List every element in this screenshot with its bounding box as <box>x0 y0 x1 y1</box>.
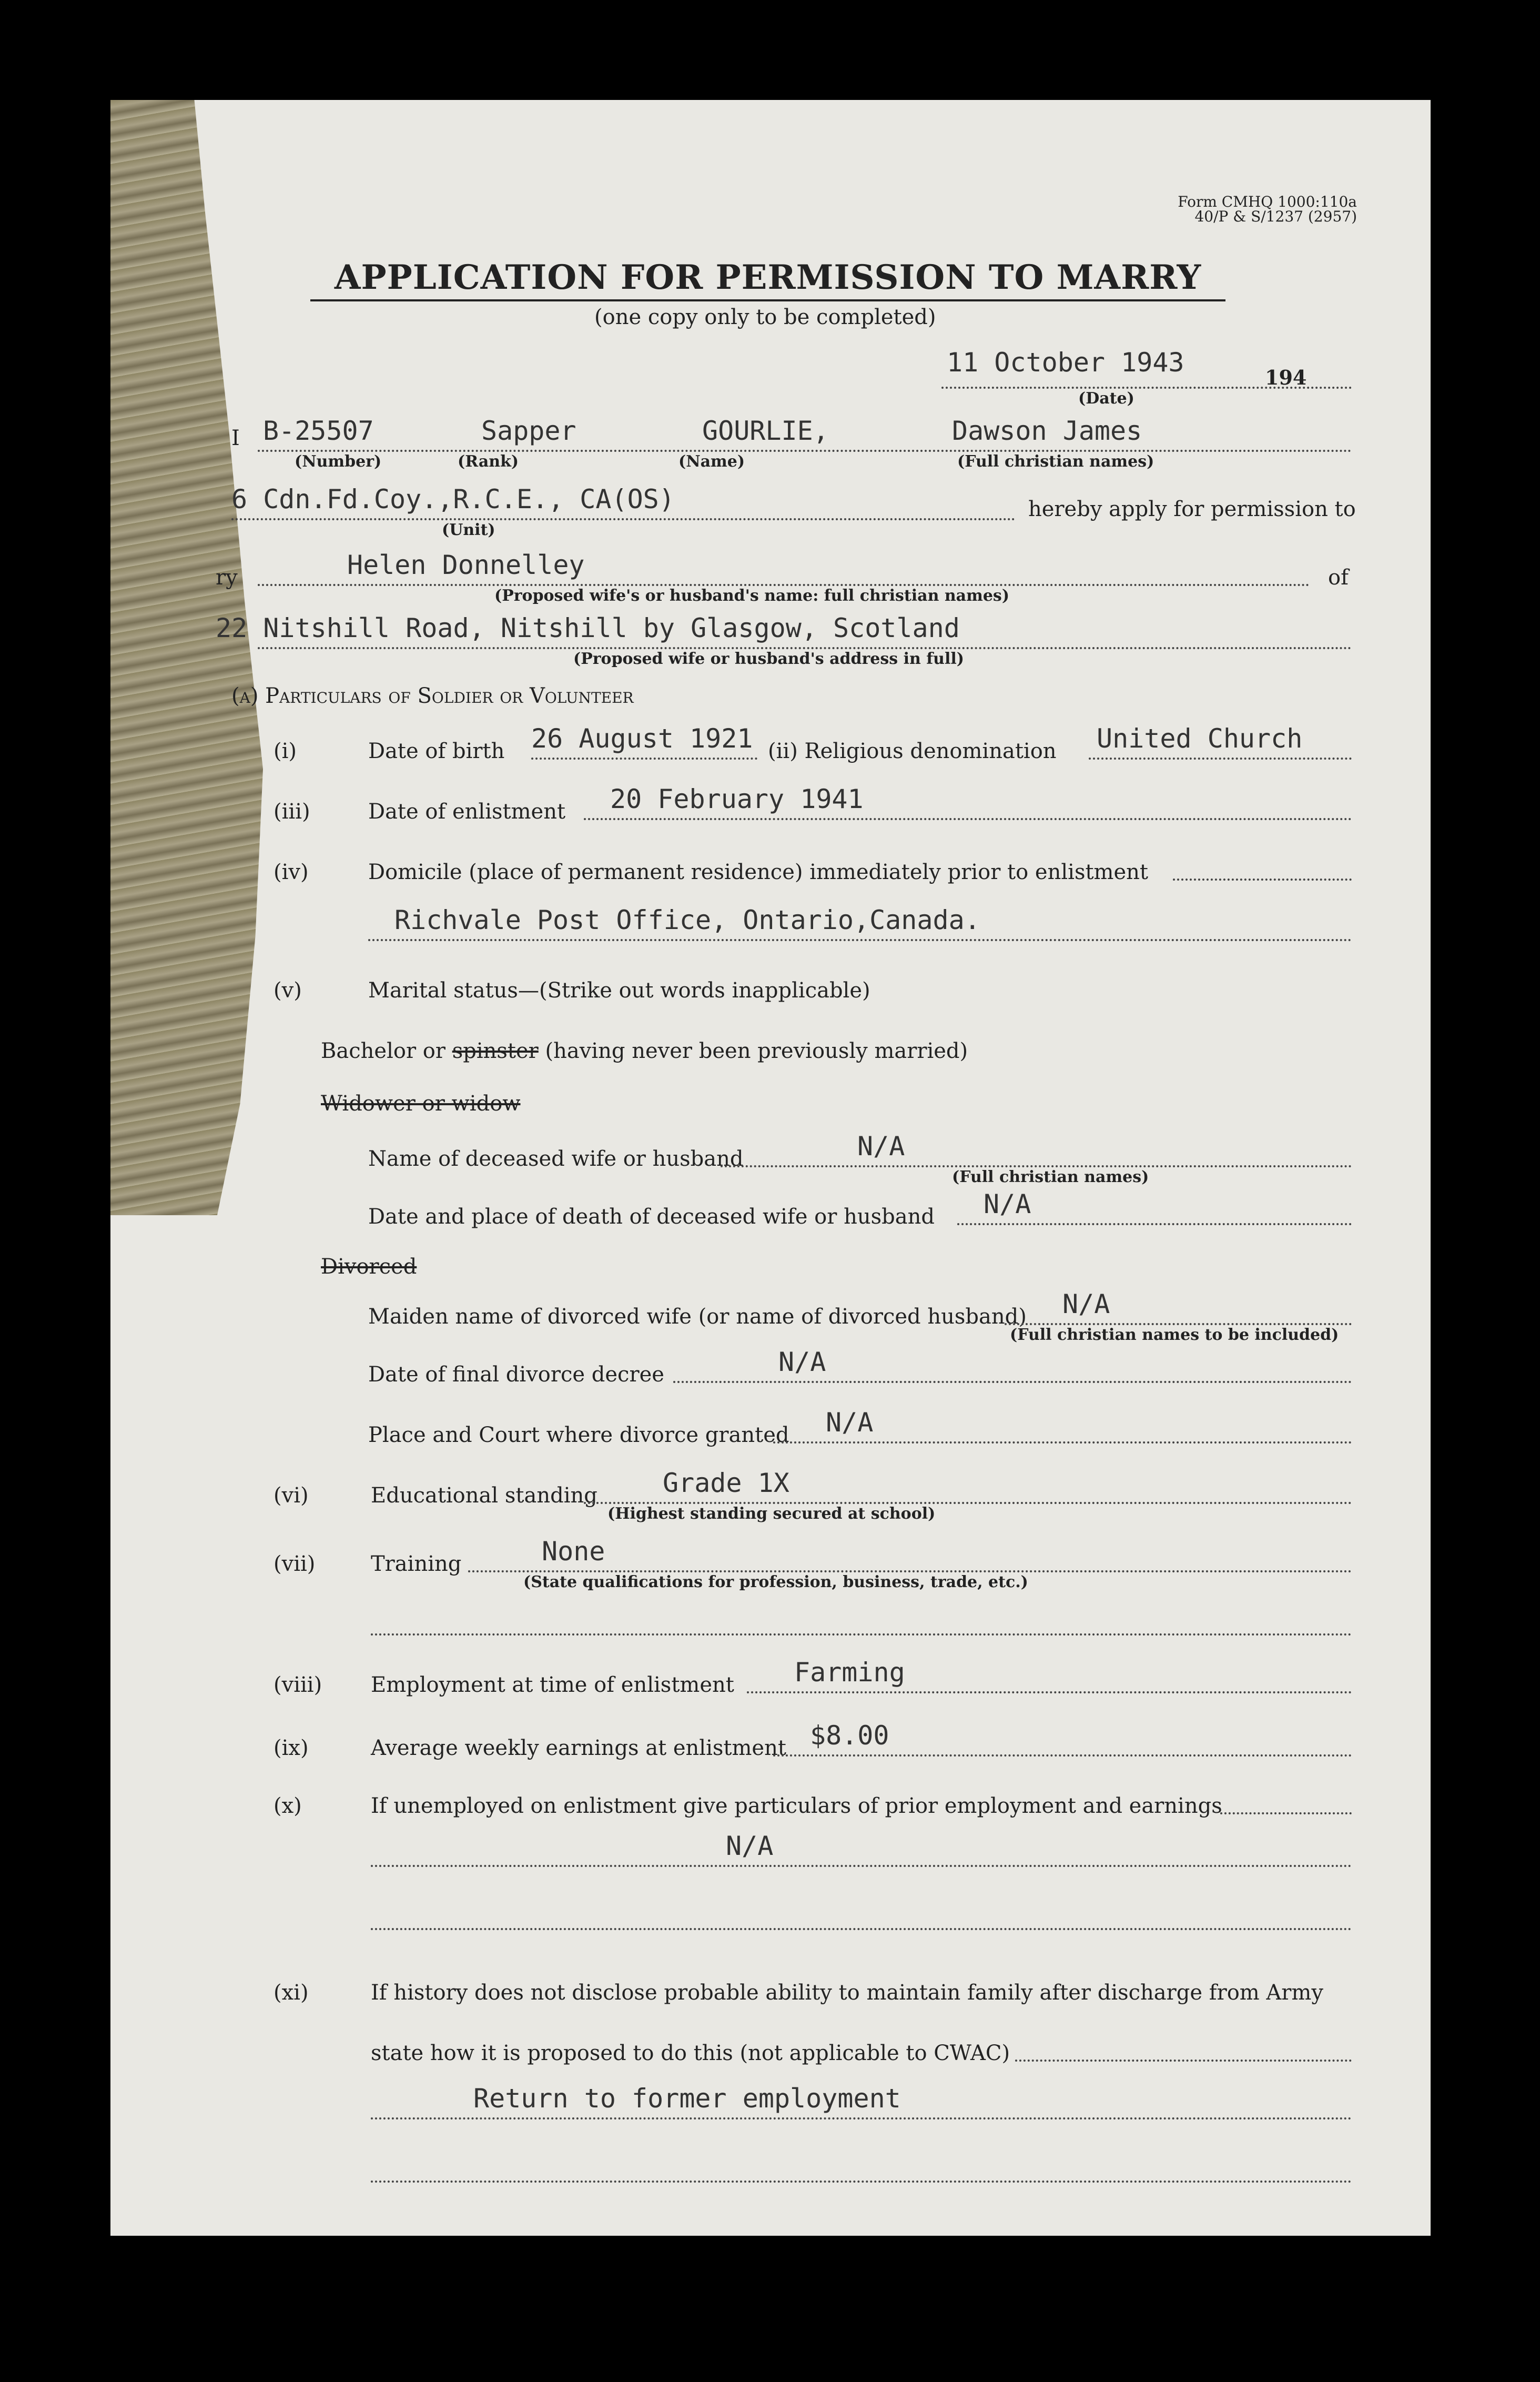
employment-line <box>747 1691 1352 1693</box>
deceased-name-value: N/A <box>857 1131 905 1162</box>
soldier-number: B-25507 <box>263 416 374 446</box>
marry-fragment: ry <box>216 566 238 590</box>
date-year: 194 <box>1265 366 1307 389</box>
court-line <box>773 1441 1352 1444</box>
deceased-name-line <box>721 1165 1352 1167</box>
unemployed-line-2 <box>371 1865 1352 1867</box>
name-label: (Name) <box>678 452 745 471</box>
maiden-name-line <box>1005 1323 1352 1325</box>
item-iii-number: (iii) <box>273 800 310 824</box>
item-v-number: (v) <box>273 978 302 1003</box>
bachelor-text: Bachelor or <box>321 1039 445 1063</box>
education-sublabel: (Highest standing secured at school) <box>607 1505 936 1523</box>
unemployed-label: If unemployed on enlistment give particulars of prior employment and earnings <box>371 1794 1222 1818</box>
religion-label: (ii) Religious denomination <box>768 739 1057 763</box>
deceased-date-line <box>957 1223 1352 1225</box>
enlistment-value: 20 February 1941 <box>610 784 864 814</box>
decree-value: N/A <box>778 1347 826 1377</box>
training-value: None <box>542 1536 605 1567</box>
section-a-heading: (a) Particulars of Soldier or Volunteer <box>231 684 634 708</box>
education-line <box>584 1502 1352 1504</box>
birth-value: 26 August 1921 <box>531 723 753 754</box>
education-value: Grade 1X <box>663 1468 789 1498</box>
torn-edge <box>110 100 263 1215</box>
training-line <box>468 1570 1352 1572</box>
deceased-name-sublabel: (Full christian names) <box>952 1168 1149 1186</box>
birth-label: Date of birth <box>368 739 505 763</box>
deceased-date-value: N/A <box>984 1189 1031 1219</box>
number-label: (Number) <box>295 452 382 471</box>
enlistment-line <box>584 818 1352 820</box>
court-label: Place and Court where divorce granted <box>368 1423 789 1447</box>
earnings-label: Average weekly earnings at enlistment <box>371 1736 786 1760</box>
spouse-name-line <box>258 584 1310 586</box>
court-value: N/A <box>826 1407 874 1438</box>
christian-label: (Full christian names) <box>957 452 1154 471</box>
birth-line <box>531 758 757 760</box>
maiden-name-value: N/A <box>1062 1289 1110 1319</box>
maiden-name-sublabel: (Full christian names to be included) <box>1010 1326 1339 1344</box>
item-viii-number: (viii) <box>273 1673 322 1697</box>
form-page <box>110 100 1431 2236</box>
enlistment-label: Date of enlistment <box>368 800 566 824</box>
religion-value: United Church <box>1097 723 1303 754</box>
item-vi-number: (vi) <box>273 1483 309 1508</box>
employment-label: Employment at time of enlistment <box>371 1673 734 1697</box>
decree-label: Date of final divorce decree <box>368 1362 664 1387</box>
item-x-number: (x) <box>273 1794 302 1818</box>
form-title: APPLICATION FOR PERMISSION TO MARRY <box>310 258 1225 301</box>
soldier-christian: Dawson James <box>952 416 1142 446</box>
apply-text: hereby apply for permission to <box>1028 497 1356 521</box>
item-i-number: (i) <box>273 739 297 763</box>
decree-line <box>673 1381 1352 1383</box>
maintain-line-3 <box>371 2181 1352 2183</box>
employment-value: Farming <box>794 1657 905 1688</box>
spouse-address-label: (Proposed wife or husband's address in full) <box>573 650 964 668</box>
maintain-line-1 <box>1015 2060 1352 2062</box>
unemployed-value: N/A <box>726 1831 774 1861</box>
unemployed-line-1 <box>1220 1812 1352 1814</box>
maintain-line-2 <box>371 2117 1352 2119</box>
domicile-value: Richvale Post Office, Ontario,Canada. <box>394 905 980 935</box>
soldier-name: GOURLIE, <box>702 416 829 446</box>
domicile-label: Domicile (place of permanent residence) immediately prior to enlistment <box>368 860 1148 884</box>
earnings-line <box>773 1754 1352 1757</box>
item-iv-number: (iv) <box>273 860 309 884</box>
unit-line <box>231 518 1015 520</box>
maintain-label-2: state how it is proposed to do this (not applicable to CWAC) <box>371 2041 1010 2065</box>
domicile-line-2 <box>368 939 1352 941</box>
training-sublabel: (State qualifications for profession, business, trade, etc.) <box>523 1573 1028 1591</box>
bachelor-tail: (having never been previously married) <box>545 1039 968 1063</box>
form-subtitle: (one copy only to be completed) <box>594 305 936 329</box>
marital-status-label: Marital status—(Strike out words inapplicable) <box>368 978 870 1003</box>
earnings-value: $8.00 <box>810 1720 889 1751</box>
unemployed-line-3 <box>371 1928 1352 1930</box>
unit-value: 6 Cdn.Fd.Coy.,R.C.E., CA(OS) <box>231 484 675 514</box>
deceased-date-label: Date and place of death of deceased wife or husband <box>368 1205 935 1229</box>
of-text: of <box>1328 566 1349 590</box>
form-number-line1: Form CMHQ 1000:110a <box>1178 193 1357 210</box>
religion-line <box>1089 758 1352 760</box>
spouse-name-label: (Proposed wife's or husband's name: full christian names) <box>494 587 1010 605</box>
date-value: 11 October 1943 <box>947 347 1184 378</box>
form-number <box>1147 195 1357 224</box>
spouse-address-line <box>258 647 1352 649</box>
marital-bachelor <box>321 1039 968 1063</box>
spouse-address: 22 Nitshill Road, Nitshill by Glasgow, Scotland <box>216 613 960 643</box>
education-label: Educational standing <box>371 1483 597 1508</box>
soldier-rank: Sapper <box>481 416 576 446</box>
maintain-value: Return to former employment <box>473 2083 901 2114</box>
domicile-line-1 <box>1173 879 1352 881</box>
soldier-prefix: I <box>231 426 240 450</box>
item-xi-number: (xi) <box>273 1981 309 2005</box>
widower-struck: Widower or widow <box>321 1092 521 1116</box>
training-label: Training <box>371 1552 462 1576</box>
item-vii-number: (vii) <box>273 1552 316 1576</box>
rank-label: (Rank) <box>458 452 519 471</box>
soldier-line <box>258 450 1352 452</box>
divorced-struck: Divorced <box>321 1255 417 1279</box>
training-line-2 <box>371 1633 1352 1636</box>
unit-label: (Unit) <box>442 521 495 539</box>
maiden-name-label: Maiden name of divorced wife (or name of divorced husband) <box>368 1305 1027 1329</box>
date-label: (Date) <box>1078 389 1134 408</box>
spouse-name: Helen Donnelley <box>347 550 585 580</box>
form-number-line2: 40/P & S/1237 (2957) <box>1194 208 1357 225</box>
deceased-name-label: Name of deceased wife or husband <box>368 1147 744 1171</box>
maintain-label-1: If history does not disclose probable ability to maintain family after discharge from Army <box>371 1981 1323 2005</box>
spinster-struck: spinster <box>452 1039 539 1063</box>
item-ix-number: (ix) <box>273 1736 309 1760</box>
